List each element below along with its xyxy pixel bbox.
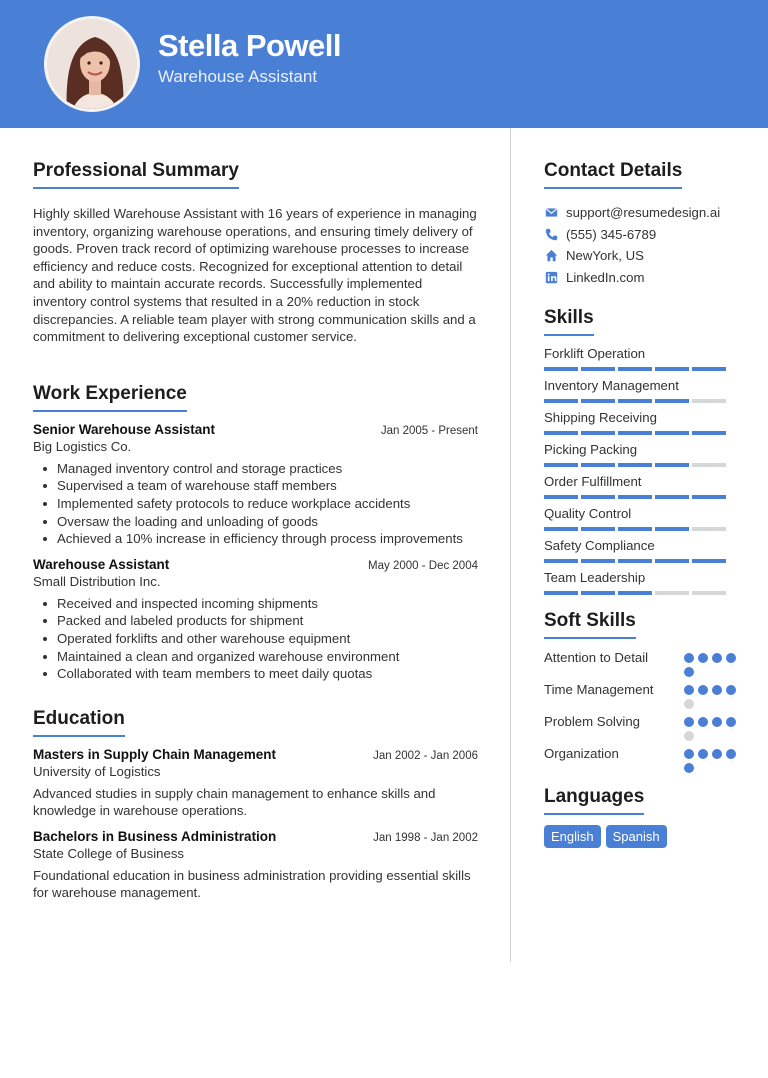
skill-level-bar [544,367,740,371]
header-banner [0,0,768,128]
contact-heading: Contact Details [544,160,682,189]
skill-item [544,410,740,435]
skill-name: Forklift Operation [544,346,646,361]
education-entry [33,829,478,902]
skill-segment-empty [692,527,726,531]
rating-dot-filled [684,763,694,773]
contact-email-text: support@resumedesign.ai [566,205,721,221]
skill-segment-filled [544,591,578,595]
contact-location [544,245,740,267]
list-item: Oversaw the loading and unloading of goods [33,513,478,531]
contact-section [544,160,740,288]
skill-item [544,378,740,403]
soft-skill-item [544,713,740,741]
rating-dot-empty [684,699,694,709]
rating-dot-filled [684,749,694,759]
rating-dot-filled [726,685,736,695]
rating-dot-filled [684,653,694,663]
skill-level-bar [544,591,740,595]
skill-segment-filled [692,559,726,563]
job-title: Warehouse Assistant [33,556,170,572]
rating-dot-filled [726,653,736,663]
summary-heading: Professional Summary [33,160,239,189]
school-name: State College of Business [33,845,185,861]
skill-level-bar [544,559,740,563]
skills-section [544,307,740,595]
home-icon [544,249,558,263]
skills-heading: Skills [544,307,594,336]
list-item: Collaborated with team members to meet daily quotas [33,665,478,683]
list-item: Operated forklifts and other warehouse equipment [33,630,478,648]
degree-title: Bachelors in Business Administration [33,828,277,844]
skill-name: Shipping Receiving [544,410,657,425]
job-title: Senior Warehouse Assistant [33,421,216,437]
skill-segment-filled [618,463,652,467]
contact-linkedin-text: LinkedIn.com [566,269,645,285]
rating-dot-empty [684,731,694,741]
contact-phone-text: (555) 345-6789 [566,226,657,242]
skill-segment-filled [692,495,726,499]
skill-segment-empty [692,399,726,403]
skill-item [544,474,740,499]
skill-segment-filled [618,367,652,371]
skill-segment-filled [544,463,578,467]
job-date: May 2000 - Dec 2004 [368,559,478,572]
skill-segment-filled [655,527,689,531]
soft-skill-rating [684,745,740,773]
skill-segment-filled [618,559,652,563]
language-badge: English [544,825,601,848]
skill-segment-filled [581,431,615,435]
linkedin-icon [544,270,558,284]
soft-skill-name: Organization [544,746,619,761]
rating-dot-filled [726,749,736,759]
rating-dot-filled [712,653,722,663]
education-description: Advanced studies in supply chain management to enhance skills and knowledge in warehouse operations. [33,785,436,819]
skill-segment-filled [618,495,652,499]
skill-item [544,346,740,371]
job-bullets [33,595,478,683]
summary-text: Highly skilled Warehouse Assistant with 16 years of experience in managing inventory, organizing warehouse operations, and ensuring timely delivery of goods. Proven track record of optimizing warehouse processes to increase efficiency and reduce costs. Recognized for exceptional attention to detail and ability to maintain accurate records. Successfully implemented inventory control systems that resulted in a 20% reduction in stock discrepancies. A reliable team player with strong communication skills and a commitment to delivering exceptional customer service. [33,206,477,345]
list-item: Maintained a clean and organized warehouse environment [33,648,478,666]
skill-name: Inventory Management [544,378,679,393]
education-date: Jan 2002 - Jan 2006 [373,749,478,762]
skill-segment-empty [655,591,689,595]
left-column [33,160,478,902]
skill-segment-filled [655,367,689,371]
languages-section [544,786,740,848]
experience-heading: Work Experience [33,383,187,412]
soft-skill-name: Problem Solving [544,714,641,729]
candidate-name: Stella Powell [158,28,342,63]
rating-dot-filled [698,749,708,759]
skill-level-bar [544,463,740,467]
skill-name: Picking Packing [544,442,638,457]
skill-segment-filled [581,367,615,371]
skill-segment-filled [544,559,578,563]
job-entry [33,557,478,683]
skill-segment-filled [692,367,726,371]
contact-phone[interactable] [544,224,740,246]
rating-dot-filled [712,685,722,695]
contact-location-text: NewYork, US [566,248,644,264]
list-item: Implemented safety protocols to reduce workplace accidents [33,495,478,513]
skill-item [544,538,740,563]
skill-segment-filled [618,527,652,531]
skills-list [544,346,740,595]
skill-segment-filled [581,559,615,563]
skill-segment-filled [544,367,578,371]
skill-segment-filled [655,399,689,403]
soft-skill-rating [684,713,740,741]
skill-segment-empty [692,591,726,595]
skill-segment-filled [655,431,689,435]
rating-dot-filled [698,685,708,695]
rating-dot-filled [712,717,722,727]
skill-name: Order Fulfillment [544,474,642,489]
soft-skill-item [544,649,740,677]
job-company: Big Logistics Co. [33,438,132,454]
skill-item [544,570,740,595]
skill-level-bar [544,495,740,499]
skill-name: Safety Compliance [544,538,655,553]
soft-skill-rating [684,681,740,709]
job-bullets [33,460,478,548]
envelope-icon [544,206,558,220]
rating-dot-filled [698,653,708,663]
skill-segment-filled [581,399,615,403]
skill-segment-filled [655,495,689,499]
skill-segment-filled [581,495,615,499]
list-item: Received and inspected incoming shipments [33,595,478,613]
skill-segment-filled [655,463,689,467]
list-item: Packed and labeled products for shipment [33,612,478,630]
job-company: Small Distribution Inc. [33,573,161,589]
skill-segment-filled [544,431,578,435]
education-entry [33,747,478,820]
profile-photo [47,19,140,112]
skill-segment-empty [692,463,726,467]
skill-segment-filled [655,559,689,563]
skill-segment-filled [544,399,578,403]
skill-segment-filled [581,591,615,595]
education-date: Jan 1998 - Jan 2002 [373,831,478,844]
skill-item [544,442,740,467]
rating-dot-filled [712,749,722,759]
column-divider [510,128,511,962]
rating-dot-filled [698,717,708,727]
soft-skills-section [544,610,740,773]
list-item: Managed inventory control and storage practices [33,460,478,478]
skill-segment-filled [544,495,578,499]
job-date: Jan 2005 - Present [380,424,478,437]
soft-skill-rating [684,649,740,677]
education-heading: Education [33,708,125,737]
skill-segment-filled [581,527,615,531]
languages-heading: Languages [544,786,644,815]
rating-dot-filled [684,667,694,677]
skill-segment-filled [618,399,652,403]
skill-name: Team Leadership [544,570,646,585]
soft-skill-name: Time Management [544,682,654,697]
list-item: Achieved a 10% increase in efficiency through process improvements [33,530,478,548]
rating-dot-filled [684,717,694,727]
right-column [544,160,740,848]
skill-segment-filled [618,591,652,595]
skill-segment-filled [581,463,615,467]
soft-skill-name: Attention to Detail [544,650,649,665]
degree-title: Masters in Supply Chain Management [33,746,277,762]
job-entry [33,422,478,548]
skill-level-bar [544,527,740,531]
skill-item [544,506,740,531]
contact-linkedin[interactable] [544,267,740,289]
education-section [33,708,478,902]
education-description: Foundational education in business administration providing essential skills for warehouse management. [33,867,471,901]
soft-skill-item [544,681,740,709]
soft-skills-list [544,649,740,773]
soft-skill-item [544,745,740,773]
skill-segment-filled [544,527,578,531]
rating-dot-filled [726,717,736,727]
language-badge: Spanish [606,825,667,848]
skill-level-bar [544,399,740,403]
skill-segment-filled [692,431,726,435]
avatar [44,16,140,112]
summary-section [33,160,478,346]
languages-list [544,825,740,848]
skill-segment-filled [618,431,652,435]
soft-skills-heading: Soft Skills [544,610,636,639]
contact-email[interactable] [544,202,740,224]
school-name: University of Logistics [33,763,161,779]
skill-name: Quality Control [544,506,632,521]
candidate-title: Warehouse Assistant [158,67,318,86]
phone-icon [544,227,558,241]
rating-dot-filled [684,685,694,695]
skill-level-bar [544,431,740,435]
list-item: Supervised a team of warehouse staff members [33,477,478,495]
experience-section [33,383,478,683]
